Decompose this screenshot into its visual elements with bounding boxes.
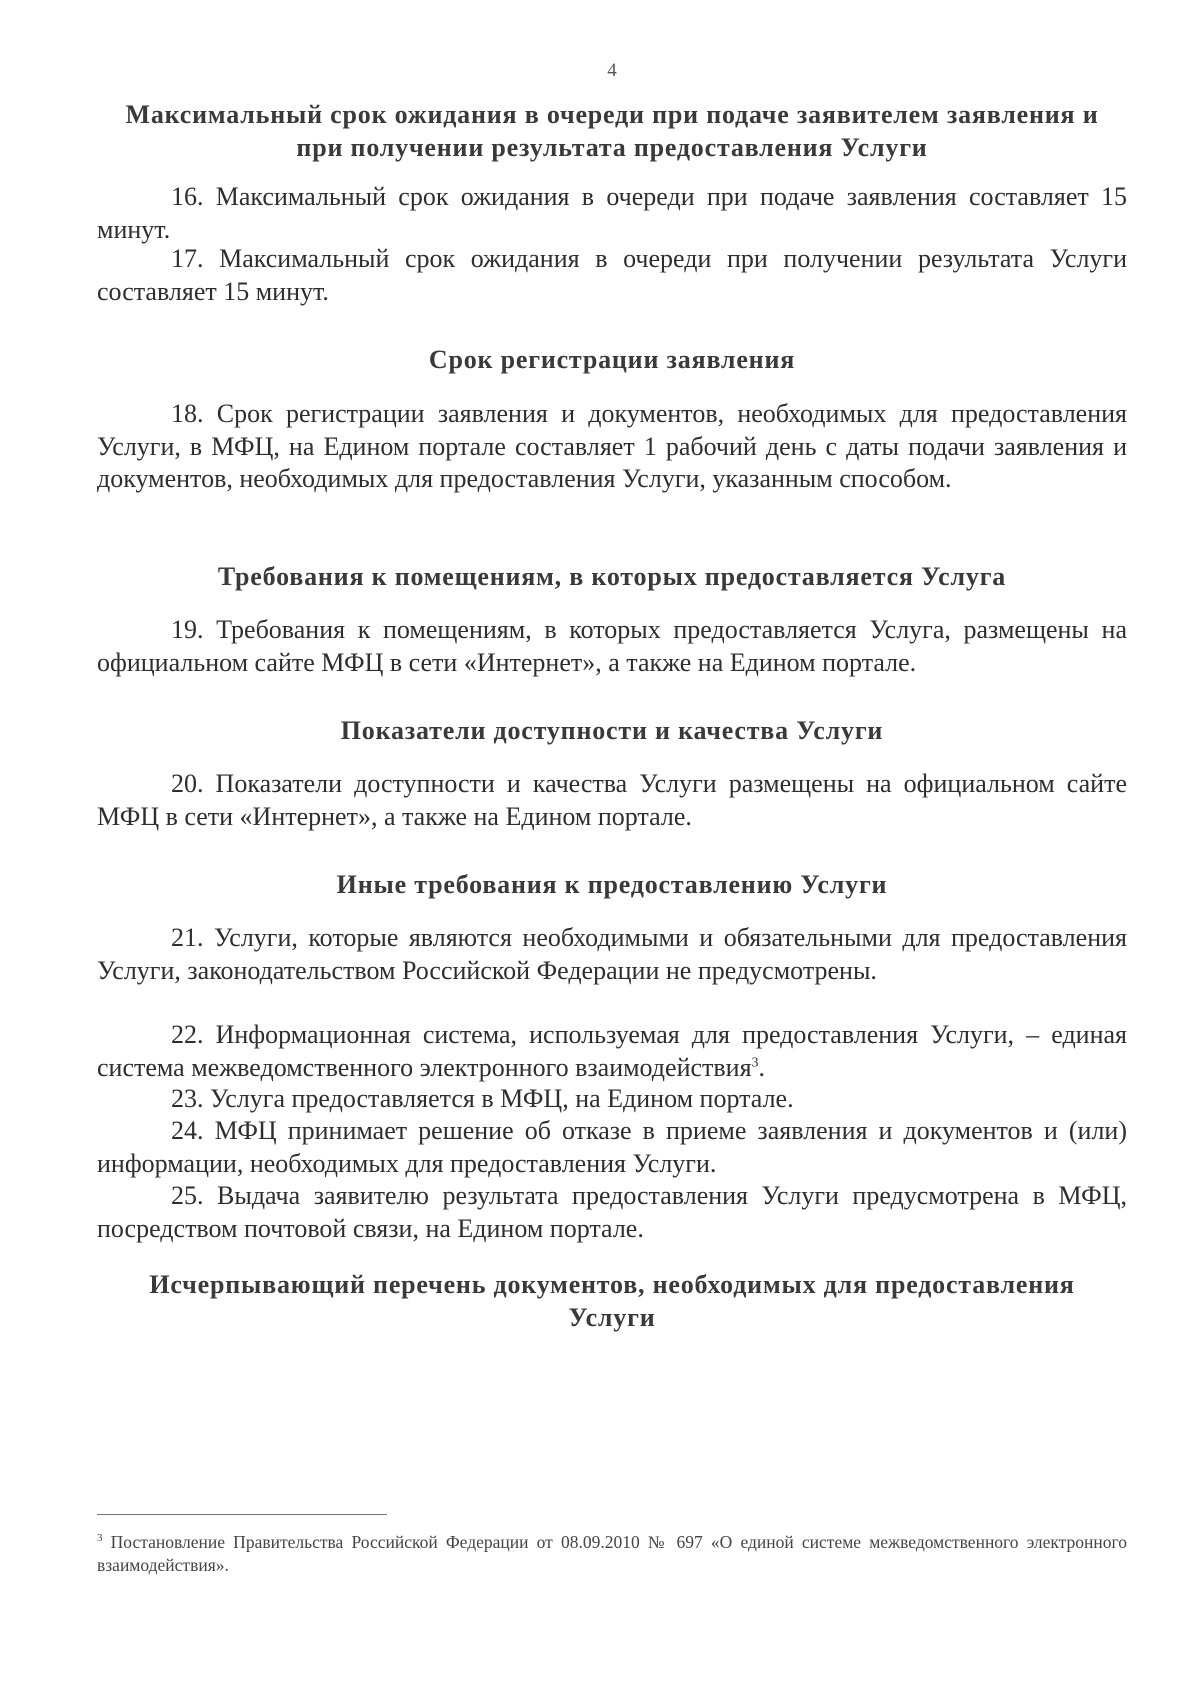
paragraph-22-text: 22. Информационная система, используемая для предоставления Услуги, – единая система межведомственного электронного взаимодействия (97, 1020, 1127, 1082)
paragraph-25: 25. Выдача заявителю результата предоставления Услуги предусмотрена в МФЦ, посредством почтовой связи, на Едином портале. (97, 1181, 1127, 1243)
heading-line: Иные требования к предоставлению Услуги (336, 870, 888, 899)
paragraph-24: 24. МФЦ принимает решение об отказе в приеме заявления и документов и (или) информации, необходимых для предоставления Услуги. (97, 1116, 1127, 1178)
paragraph-18: 18. Срок регистрации заявления и документов, необходимых для предоставления Услуги, в МФЦ, на Едином портале составляет 1 рабочий день с даты подачи заявления и документов, необходимых для предоставления Услуги, указанным способом. (97, 399, 1127, 493)
section-heading-registration-period (97, 343, 1127, 376)
heading-line: Услуги (568, 1303, 656, 1332)
section-heading-premises-requirements (97, 560, 1127, 593)
paragraph-19: 19. Требования к помещениям, в которых предоставляется Услуга, размещены на официальном сайте МФЦ в сети «Интернет», а также на Едином портале. (97, 615, 1127, 677)
footnote-marker: 3 (97, 1532, 103, 1544)
page-number: 4 (607, 60, 617, 81)
section-heading-accessibility-indicators (97, 714, 1127, 747)
paragraph-16: 16. Максимальный срок ожидания в очереди при подаче заявления составляет 15 минут. (97, 182, 1127, 244)
footnote-text: Постановление Правительства Российской Федерации от 08.09.2010 № 697 «О единой системе межведомственного электронного взаимодействия». (97, 1531, 1128, 1575)
document-page (97, 0, 1127, 1695)
heading-line: Требования к помещениям, в которых предоставляется Услуга (217, 562, 1007, 591)
paragraph-17: 17. Максимальный срок ожидания в очереди при получении результата Услуги составляет 15 минут. (97, 244, 1127, 306)
footnote-reference: 3 (751, 1054, 759, 1070)
section-heading-documents-list (97, 1268, 1127, 1334)
heading-line: Срок регистрации заявления (428, 345, 796, 374)
heading-line: Исчерпывающий перечень документов, необходимых для предоставления (149, 1270, 1075, 1299)
paragraph-23: 23. Услуга предоставляется в МФЦ, на Едином портале. (171, 1084, 794, 1113)
footnote (97, 1527, 1127, 1577)
section-heading-other-requirements (97, 868, 1127, 901)
heading-line: Максимальный срок ожидания в очереди при подаче заявителем заявления и (125, 100, 1099, 129)
section-heading-max-wait-time (97, 98, 1127, 164)
paragraph-22: 22. Информационная система, используемая для предоставления Услуги, – единая система межведомственного электронного взаимодействия$^3$. (97, 1020, 1127, 1082)
paragraph-21: 21. Услуги, которые являются необходимыми и обязательными для предоставления Услуги, законодательством Российской Федерации не предусмотрены. (97, 923, 1127, 985)
heading-line: при получении результата предоставления Услуги (296, 133, 928, 162)
paragraph-20: 20. Показатели доступности и качества Услуги размещены на официальном сайте МФЦ в сети «Интернет», а также на Едином портале. (97, 769, 1127, 831)
heading-line: Показатели доступности и качества Услуги (340, 716, 884, 745)
footnote-divider (97, 1514, 387, 1515)
